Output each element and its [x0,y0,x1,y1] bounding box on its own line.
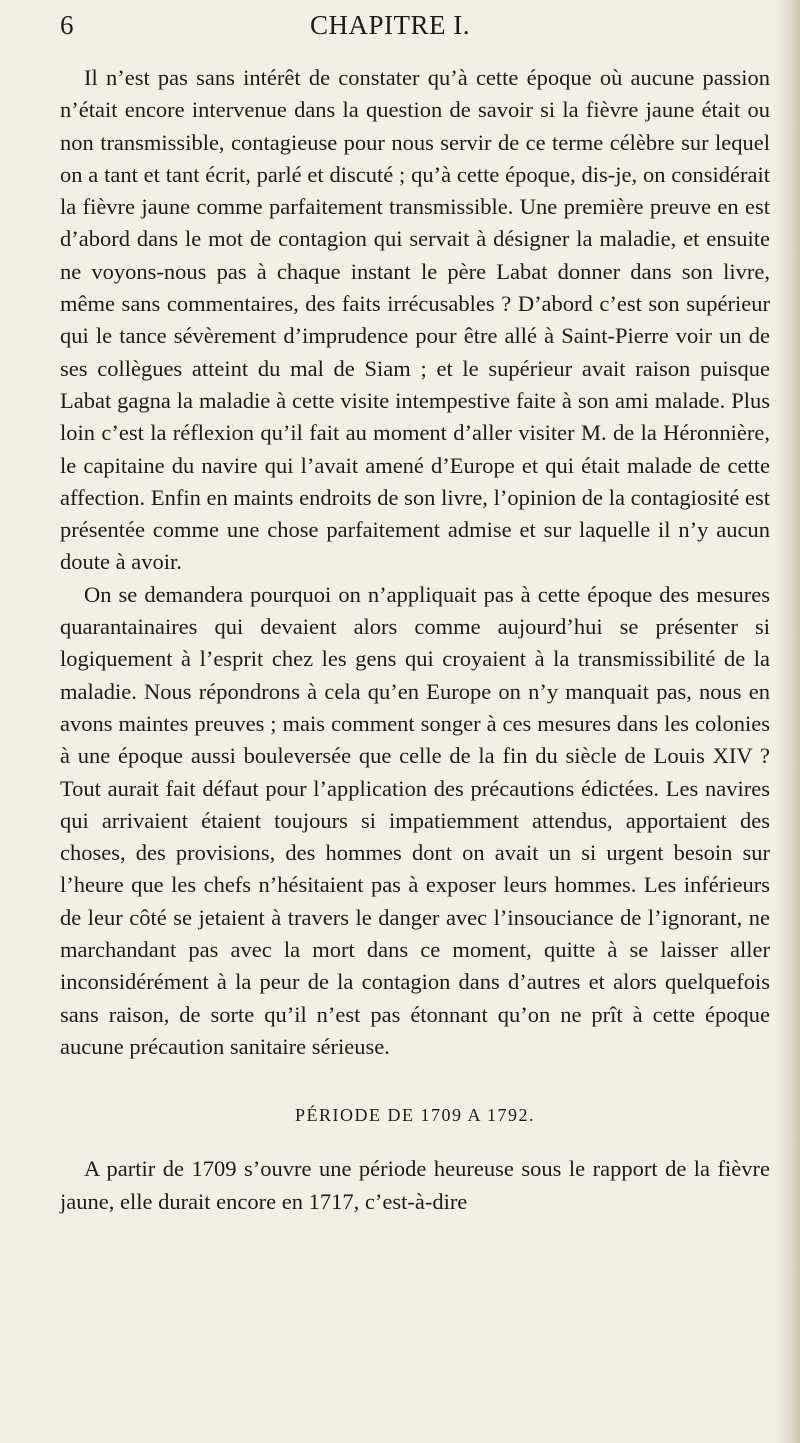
paragraph-3: A partir de 1709 s’ouvre une période heureuse sous le rapport de la fièvre jaune, elle durait encore en 1717, c’est-à-dire [60,1156,770,1214]
page-edge-shadow [774,0,800,1443]
paragraph-2: On se demandera pourquoi on n’appliquait pas à cette époque des mesures quarantainaires qui devaient alors comme aujourd’hui se présenter si logiquement à l’esprit chez les gens qui croyaient à la transmissibilité de la maladie. Nous répondrons à cela qu’en Europe on n’y manquait pas, nous en avons maintes preuves ; mais comment songer à ces mesures dans les colonies à une époque aussi bouleversée que celle de la fin du siècle de Louis XIV ? Tout aurait fait défaut pour l’application des précautions édictées. Les navires qui arrivaient étaient toujours si impatiemment attendus, apportaient des choses, des provisions, des hommes dont on avait un si urgent besoin sur l’heure que les chefs n’hésitaient pas à exposer leurs hommes. Les inférieurs de leur côté se jetaient à travers le danger avec l’insouciance de l’ignorant, ne marchandant pas avec la mort dans ce moment, quitte à se laisser aller inconsidérément à la peur de la contagion dans d’autres et alors quelquefois sans raison, de sorte qu’il n’est pas étonnant qu’on ne prît à cette époque aucune précaution sanitaire sérieuse. [60,581,770,1059]
paragraph-1: Il n’est pas sans intérêt de constater qu’à cette époque où aucune passion n’était encore intervenue dans la question de savoir si la fièvre jaune était ou non transmissible, contagieuse pour nous servir de ce terme célèbre sur lequel on a tant et tant écrit, parlé et discuté ; qu’à cette époque, dis-je, on considérait la fièvre jaune comme parfaitement transmissible. Une première preuve en est d’abord dans le mot de contagion qui servait à désigner la maladie, et ensuite ne voyons-nous pas à chaque instant le père Labat donner dans son livre, même sans commentaires, des faits irrécusables ? D’abord c’est son supérieur qui le tance sévèrement d’imprudence pour être allé à Saint-Pierre voir un de ses collègues atteint du mal de Siam ; et le supérieur avait raison puisque Labat gagna la maladie à cette visite intempestive faite à son ami malade. Plus loin c’est la réflexion qu’il fait au moment d’aller visiter M. de la Héronnière, le capitaine du navire qui l’avait amené d’Europe et qui était malade de cette affection. Enfin en maints endroits de son livre, l’opinion de la contagiosité est présentée comme une chose parfaitement admise et sur laquelle il n’y aucun doute à avoir. [60,65,770,575]
body-text [60,62,770,1218]
page-number: 6 [60,10,74,40]
section-title: PÉRIODE DE 1709 A 1792. [294,1105,535,1126]
running-head: CHAPITRE I. [310,10,470,40]
page-header [0,6,800,46]
